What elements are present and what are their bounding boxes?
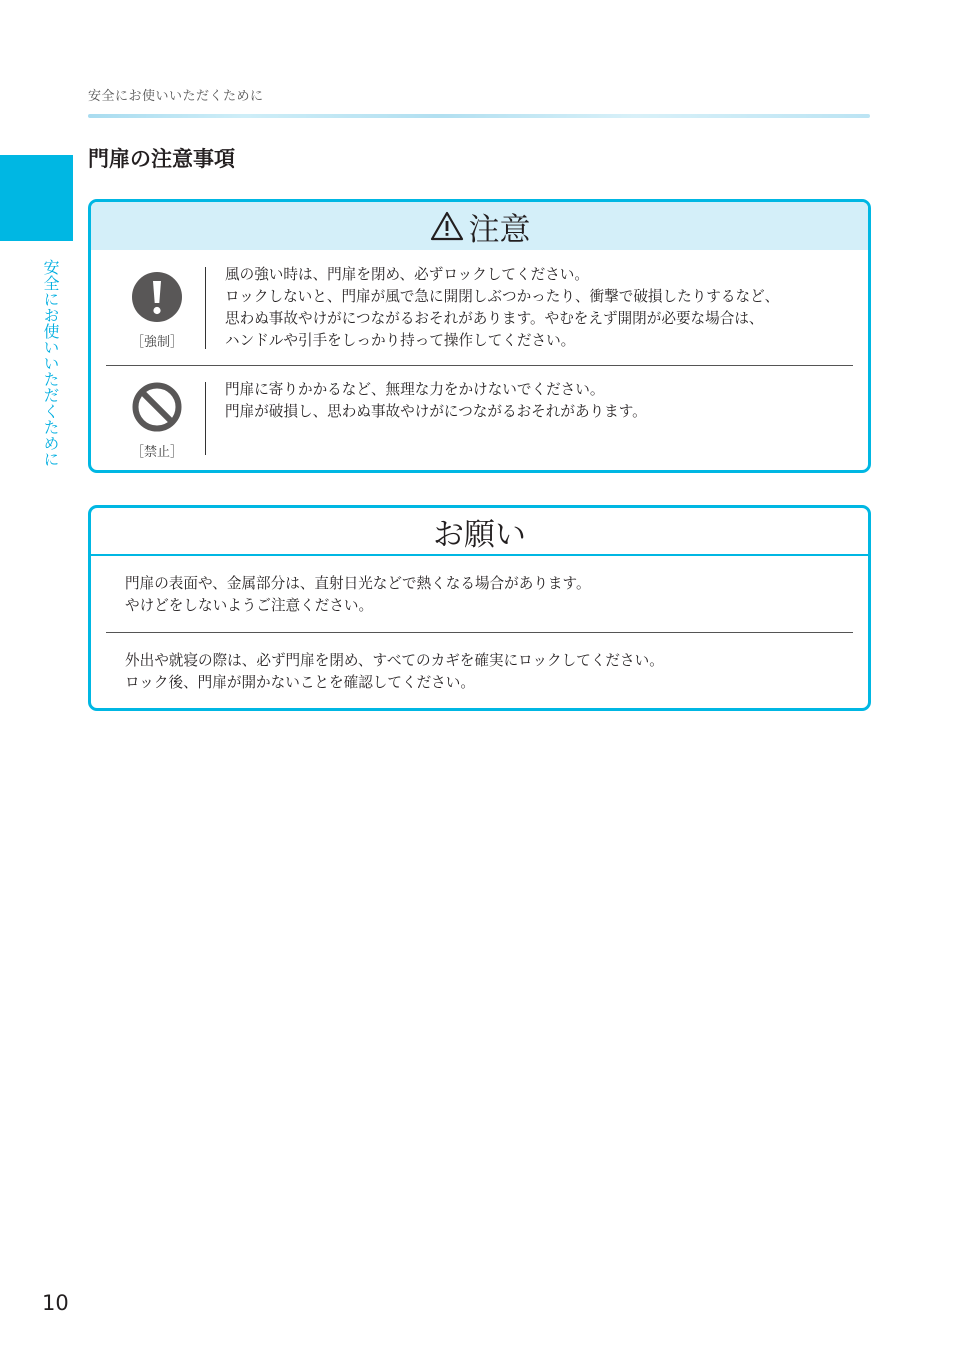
mandatory-text: 風の強い時は、門扉を閉め、必ずロックしてください。 ロックしないと、門扉が風で急に開閉しぶつかったり、衝撃で破損したりするなど、 思わぬ事故やけがにつながるおそれがあります。やむをえず開閉が必要な場合は、 ハンドルや引手をしっかり持って操作してください。 <box>225 266 780 349</box>
request-item-1: 門扉の表面や、金属部分は、直射日光などで熱くなる場合があります。 やけどをしないようご注意ください。 <box>125 575 591 614</box>
row-separator-line <box>205 267 206 349</box>
section-title: 門扉の注意事項 <box>88 147 235 171</box>
prohibition-text: 門扉に寄りかかるなど、無理な力をかけないでください。 門扉が破損し、思わぬ事故やけがにつながるおそれがあります。 <box>225 381 647 420</box>
caution-box <box>88 199 871 473</box>
row-separator-line <box>205 382 206 455</box>
request-divider <box>106 632 853 633</box>
mandatory-label: ［強制］ <box>130 335 183 350</box>
prohibition-label: ［禁止］ <box>130 445 183 460</box>
request-header <box>91 508 868 556</box>
caution-row-prohibition <box>91 366 868 473</box>
running-header: 安全にお使いいただくために <box>88 89 264 104</box>
caution-header <box>91 202 868 250</box>
request-item-2: 外出や就寝の際は、必ず門扉を閉め、すべてのカギを確実にロックしてください。 ロック後、門扉が開かないことを確認してください。 <box>125 652 664 691</box>
request-title: お願い <box>433 516 526 553</box>
prohibition-icon <box>131 381 183 433</box>
caution-title: 注意 <box>468 211 531 248</box>
caution-row-mandatory <box>91 250 868 366</box>
mandatory-symbol <box>127 271 187 350</box>
prohibition-symbol <box>127 381 187 460</box>
chapter-tab-label: 安全にお使いいただくために <box>41 259 60 467</box>
warning-triangle-icon <box>429 210 465 242</box>
mandatory-icon <box>131 271 183 323</box>
page-number: 10 <box>42 1291 69 1315</box>
chapter-tab <box>0 155 73 241</box>
header-divider <box>88 114 870 118</box>
request-box <box>88 505 871 711</box>
